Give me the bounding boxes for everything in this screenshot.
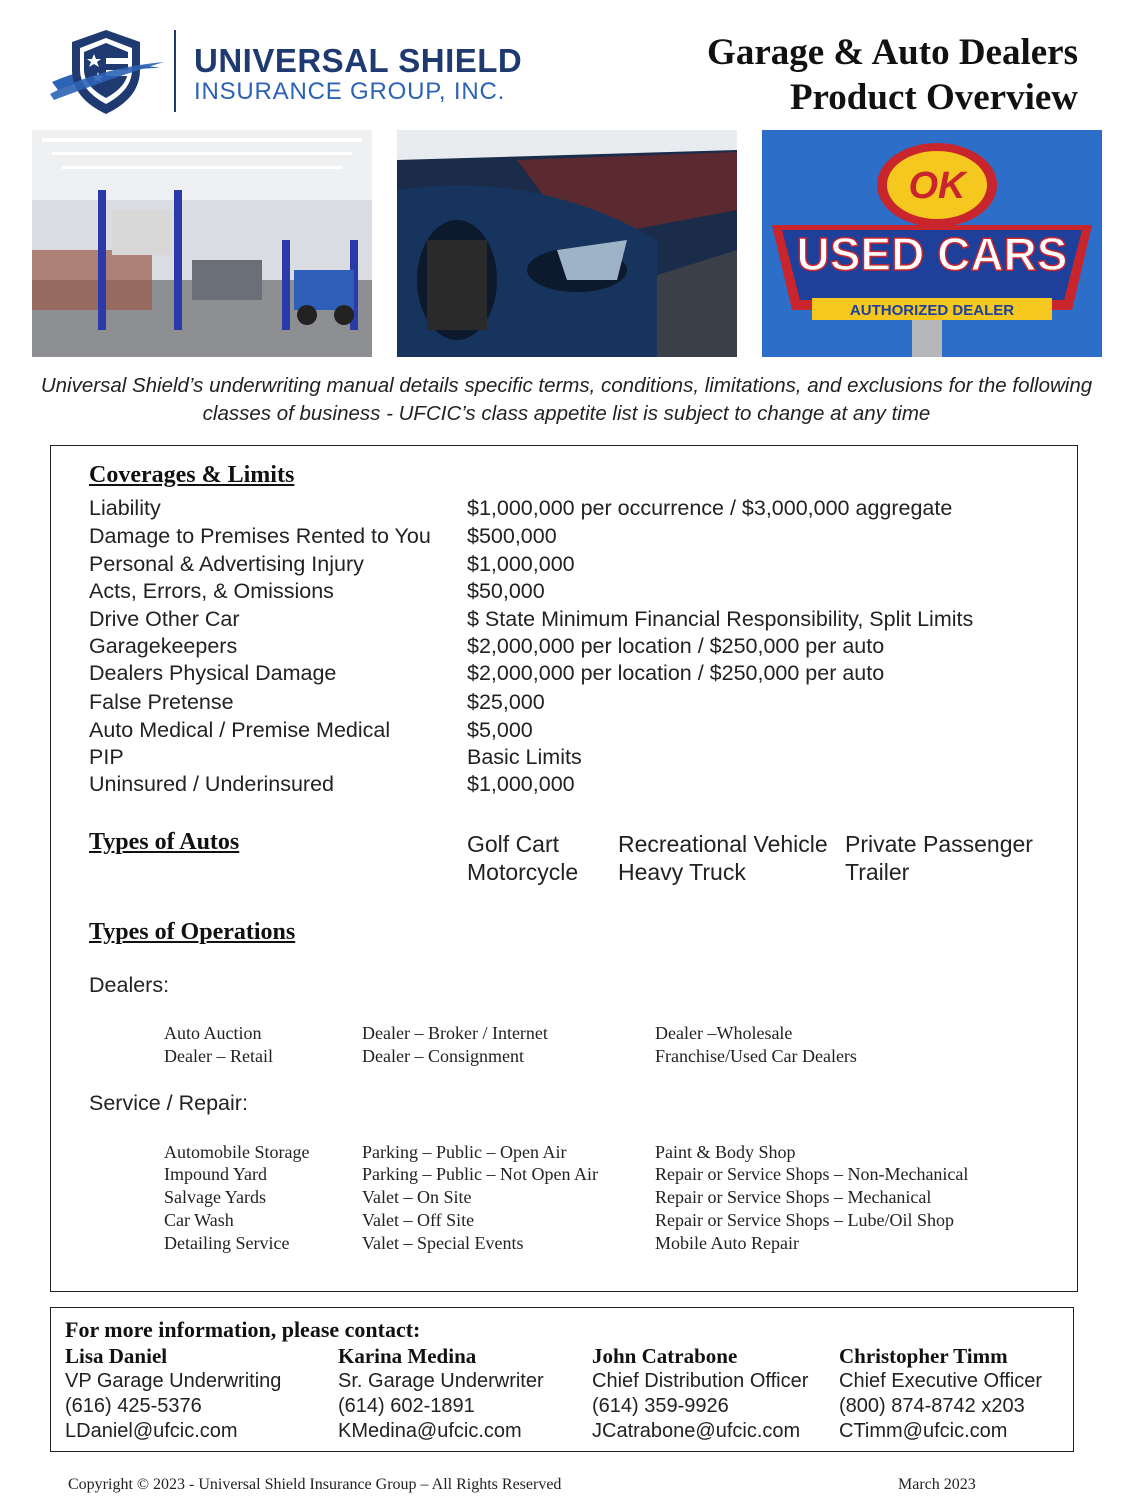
contact-role: VP Garage Underwriting [65,1370,282,1392]
operation-item: Repair or Service Shops – Lube/Oil Shop [655,1210,954,1230]
coverages-heading: Coverages & Limits [89,462,295,488]
coverage-value: $1,000,000 [467,552,575,576]
operation-item: Car Wash [164,1210,234,1230]
contact-card [592,1344,808,1444]
operation-item: Detailing Service [164,1233,290,1253]
operation-item: Dealer – Broker / Internet [362,1023,548,1043]
document-date: March 2023 [898,1476,976,1493]
contact-phone[interactable]: (616) 425-5376 [65,1395,202,1417]
operation-item: Dealer –Wholesale [655,1023,793,1043]
coverage-value: $1,000,000 [467,772,575,796]
coverage-row [89,690,1049,718]
coverage-label: Drive Other Car [89,607,240,631]
operation-item: Franchise/Used Car Dealers [655,1046,857,1066]
operation-item: Valet – Off Site [362,1210,475,1230]
operation-item: Repair or Service Shops – Mechanical [655,1187,932,1207]
contact-heading: For more information, please contact: [65,1317,421,1342]
coverage-row [89,661,1049,689]
contact-email[interactable]: KMedina@ufcic.com [338,1420,522,1442]
operation-item: Impound Yard [164,1164,268,1184]
contact-email[interactable]: LDaniel@ufcic.com [65,1420,238,1442]
service-repair-label: Service / Repair: [89,1091,248,1115]
coverage-row [89,607,1049,635]
coverage-row [89,552,1049,580]
operations-heading: Types of Operations [89,919,296,945]
contact-card [338,1344,544,1444]
coverage-details-panel [50,445,1078,1292]
operation-item: Parking – Public – Open Air [362,1142,567,1162]
shield-logo-icon [48,28,168,116]
coverage-value: $1,000,000 per occurrence / $3,000,000 aggregate [467,496,953,520]
contact-phone[interactable]: (614) 359-9926 [592,1395,729,1417]
coverage-label: False Pretense [89,690,234,714]
coverage-label: Damage to Premises Rented to You [89,524,431,548]
operation-item: Valet – On Site [362,1187,472,1207]
contact-name: Karina Medina [338,1344,477,1368]
auto-type-item: Golf Cart [467,831,560,857]
operation-item: Mobile Auto Repair [655,1233,799,1253]
coverage-label: Uninsured / Underinsured [89,772,334,796]
autos-heading: Types of Autos [89,829,240,855]
contact-role: Sr. Garage Underwriter [338,1370,544,1392]
coverage-row [89,579,1049,607]
contact-email[interactable]: CTimm@ufcic.com [839,1420,1008,1442]
coverage-row [89,745,1049,773]
coverage-label: Personal & Advertising Injury [89,552,364,576]
contact-card [65,1344,281,1444]
coverage-value: $2,000,000 per location / $250,000 per auto [467,661,885,685]
auto-type-item: Heavy Truck [618,859,746,885]
coverage-value: $5,000 [467,718,533,742]
logo-divider [174,30,176,112]
coverage-label: Acts, Errors, & Omissions [89,579,334,603]
brand-name: UNIVERSAL SHIELD [194,42,523,79]
sign-ok-text: OK [908,165,966,207]
copyright-text: Copyright © 2023 - Universal Shield Insurance Group – All Rights Reserved [68,1476,562,1493]
coverage-label: Liability [89,496,161,520]
photo-repair-shop [32,130,372,357]
contact-name: John Catrabone [592,1344,738,1368]
auto-type-item: Motorcycle [467,859,579,885]
brand-subname: INSURANCE GROUP, INC. [194,78,506,105]
contact-role: Chief Executive Officer [839,1370,1043,1392]
title-line-1: Garage & Auto Dealers [707,32,1078,73]
operation-item: Parking – Public – Not Open Air [362,1164,598,1184]
contact-card [839,1344,1042,1444]
contact-panel [50,1307,1074,1452]
operation-item: Dealer – Retail [164,1046,273,1066]
contact-name: Christopher Timm [839,1344,1008,1368]
auto-type-item: Private Passenger [845,831,1033,857]
title-line-2: Product Overview [789,77,1078,118]
contact-name: Lisa Daniel [65,1344,168,1368]
coverage-value: $25,000 [467,690,545,714]
intro-text: Universal Shield’s underwriting manual details specific terms, conditions, limitations, and exclusions for the following classes of business - UFCIC’s class appetite list is subject to change at any time [40,374,1093,425]
coverage-row [89,634,1049,662]
coverage-row [89,496,1049,524]
coverage-value: $50,000 [467,579,545,603]
coverage-value: Basic Limits [467,745,582,769]
sign-used-cars-text: USED CARS [796,228,1068,280]
auto-type-item: Recreational Vehicle [618,831,828,857]
dealers-label: Dealers: [89,973,170,997]
coverage-value: $ State Minimum Financial Responsibility, Split Limits [467,607,974,631]
contact-phone[interactable]: (800) 874-8742 x203 [839,1395,1025,1417]
contact-email[interactable]: JCatrabone@ufcic.com [592,1420,801,1442]
coverage-label: Auto Medical / Premise Medical [89,718,391,742]
coverage-row [89,718,1049,746]
photo-car-lineup [397,130,737,357]
contact-phone[interactable]: (614) 602-1891 [338,1395,475,1417]
coverage-row [89,524,1049,552]
operation-item: Automobile Storage [164,1142,310,1162]
operation-item: Paint & Body Shop [655,1142,796,1162]
company-logo [48,28,523,116]
contact-role: Chief Distribution Officer [592,1370,809,1392]
coverage-value: $500,000 [467,524,557,548]
operation-item: Valet – Special Events [362,1233,524,1253]
auto-type-item: Trailer [845,859,910,885]
operation-item: Dealer – Consignment [362,1046,524,1066]
photo-used-cars-sign [762,130,1102,357]
operation-item: Repair or Service Shops – Non-Mechanical [655,1164,969,1184]
coverage-label: PIP [89,745,124,769]
operation-item: Auto Auction [164,1023,262,1043]
operation-item: Salvage Yards [164,1187,266,1207]
coverage-label: Garagekeepers [89,634,238,658]
coverage-row [89,772,1049,800]
coverage-value: $2,000,000 per location / $250,000 per auto [467,634,885,658]
sign-dealer-text: AUTHORIZED DEALER [849,302,1015,319]
document-title [707,30,1078,120]
page-header [0,0,1133,128]
coverage-label: Dealers Physical Damage [89,661,337,685]
